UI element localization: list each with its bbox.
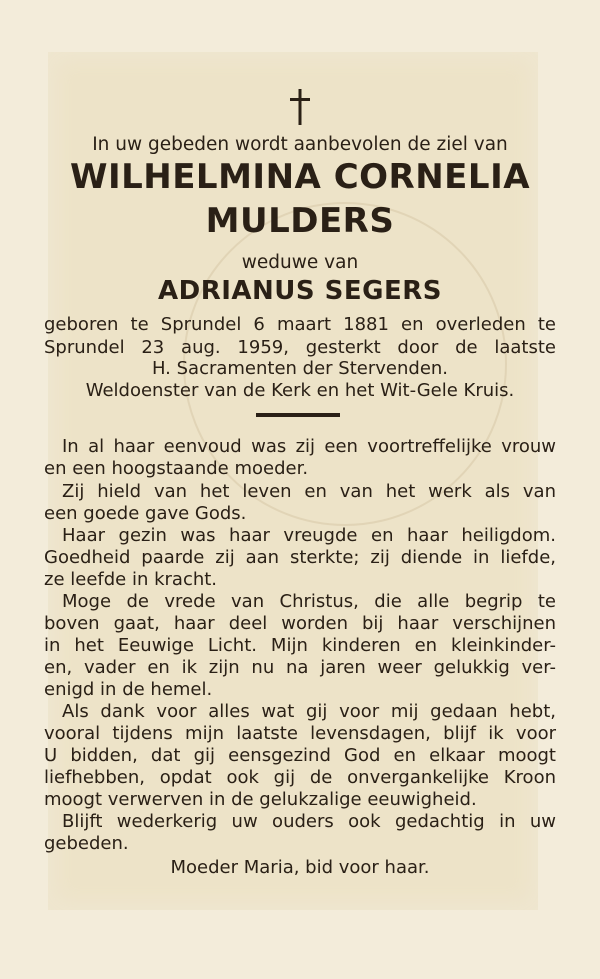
bio-center-line: H. Sacramenten der Stervenden.	[151, 358, 449, 379]
widow-of-text: weduwe van	[241, 252, 359, 273]
verse-line: boven gaat, haar deel worden bij haar verschijnen	[44, 613, 556, 634]
verse-line: en, vader en ik zijn nu na jaren weer gelukkig ver-	[44, 657, 556, 678]
cross-icon	[287, 87, 313, 127]
divider-rule	[256, 413, 340, 417]
bio-line: Sprundel 23 aug. 1959, gesterkt door de laatste	[44, 337, 556, 358]
bio-line: geboren te Sprundel 6 maart 1881 en overleden te	[44, 314, 556, 335]
verse-line: Als dank voor alles wat gij voor mij gedaan hebt,	[62, 701, 556, 722]
verse-line: liefhebben, opdat ook gij de onvergankelijke Kroon	[44, 767, 556, 788]
closing-prayer: Moeder Maria, bid voor haar.	[170, 857, 430, 878]
verse-line: Haar gezin was haar vreugde en haar heiligdom.	[62, 525, 556, 546]
verse-line: enigd in de hemel.	[44, 679, 213, 700]
verse-line: Moge de vrede van Christus, die alle begrip te	[62, 591, 556, 612]
husband-name: ADRIANUS SEGERS	[157, 276, 442, 306]
verse-line: In al haar eenvoud was zij een voortreffelijke vrouw	[62, 436, 556, 457]
verse-line: U bidden, dat gij eensgezind God en elkaar moogt	[44, 745, 556, 766]
intro-text: In uw gebeden wordt aanbevolen de ziel van	[92, 134, 508, 155]
verse-line: Blijft wederkerig uw ouders ook gedachtig in uw	[62, 811, 556, 832]
deceased-name-line1: WILHELMINA CORNELIA	[69, 157, 531, 197]
verse-line: ze leefde in kracht.	[44, 569, 218, 590]
verse-line: vooral tijdens mijn laatste levensdagen, blijf ik voor	[44, 723, 556, 744]
verse-line: gebeden.	[44, 833, 129, 854]
verse-line: in het Eeuwige Licht. Mijn kinderen en kleinkinder-	[44, 635, 556, 656]
bio-center-line: Weldoenster van de Kerk en het Wit-Gele Kruis.	[85, 380, 515, 401]
verse-line: en een hoogstaande moeder.	[44, 458, 309, 479]
deceased-name-line2: MULDERS	[205, 201, 395, 241]
verse-line: Goedheid paarde zij aan sterkte; zij diende in liefde,	[44, 547, 556, 568]
verse-line: een goede gave Gods.	[44, 503, 247, 524]
verse-line: moogt verwerven in de gelukzalige eeuwigheid.	[44, 789, 477, 810]
verse-line: Zij hield van het leven en van het werk als van	[62, 481, 556, 502]
